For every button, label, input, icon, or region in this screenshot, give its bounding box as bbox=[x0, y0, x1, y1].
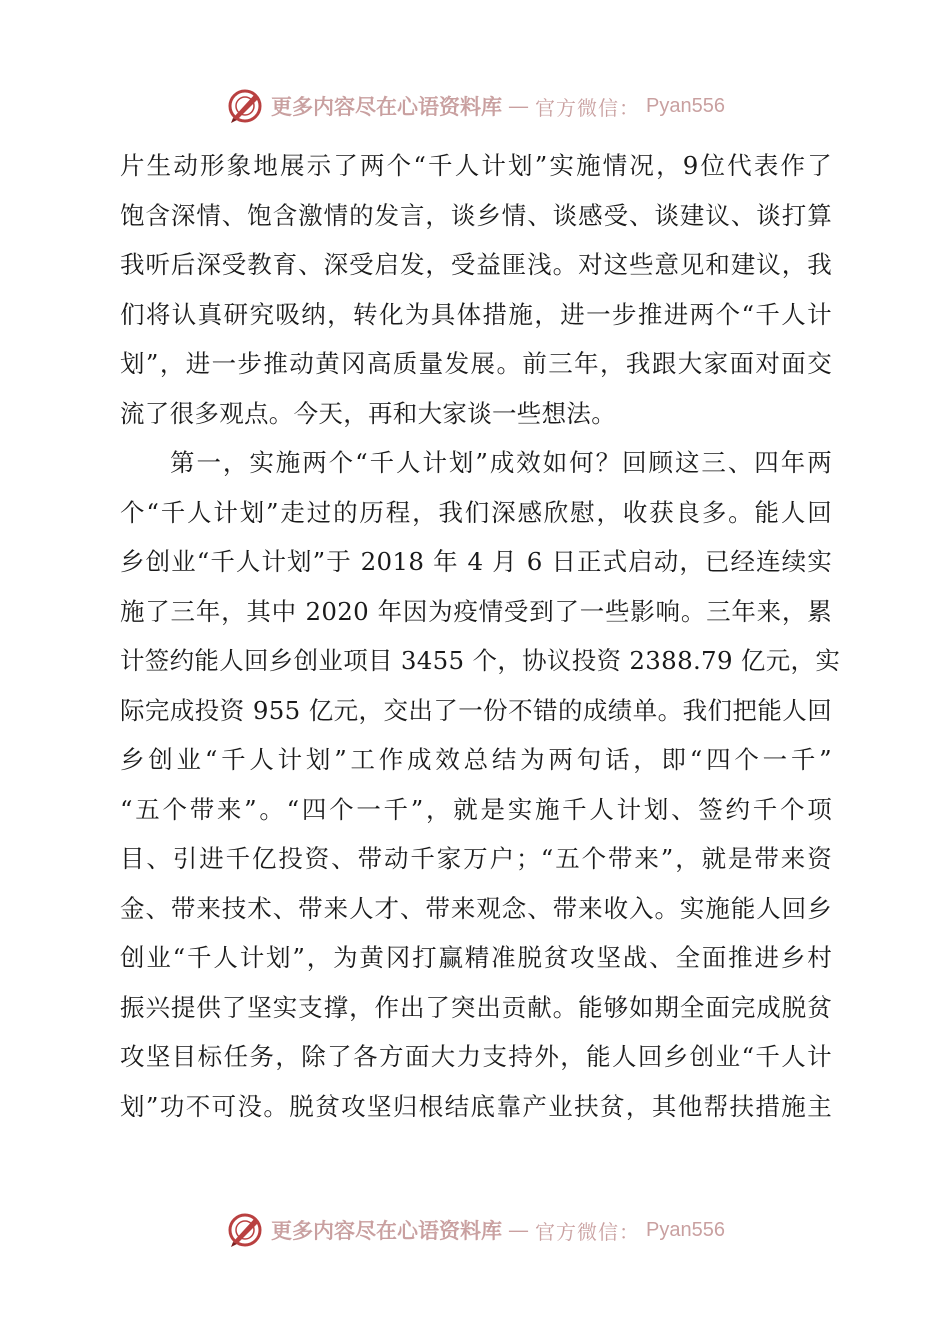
text-line: 目、引进千亿投资、带动千家万户；“五个带来”，就是带来资 bbox=[120, 844, 832, 873]
text-line: 我听后深受教育、深受启发，受益匪浅。对这些意见和建议，我 bbox=[120, 250, 832, 279]
banner-wechat-id: Pyan556 bbox=[646, 94, 725, 117]
text-line: 个“千人计划”走过的历程，我们深感欣慰，收获良多。能人回 bbox=[120, 497, 832, 527]
text-line: 振兴提供了坚实支撑，作出了突出贡献。能够如期全面完成脱贫 bbox=[120, 992, 832, 1022]
banner-wechat-label: 官方微信： bbox=[535, 95, 641, 120]
header-banner bbox=[0, 82, 950, 130]
text-line: 流了很多观点。今天，再和大家谈一些想法。 bbox=[120, 398, 616, 428]
banner-brand-text: 更多内容尽在心语资料库 bbox=[271, 94, 503, 119]
text-line: 施了三年，其中 2020 年因为疫情受到了一些影响。三年来，累 bbox=[120, 596, 832, 626]
pen-logo-icon bbox=[225, 86, 265, 126]
banner-wechat-label: 官方微信： bbox=[535, 1219, 641, 1244]
text-line: 乡创业“千人计划”工作成效总结为两句话，即“四个一千” bbox=[120, 745, 832, 774]
document-body bbox=[120, 141, 841, 1131]
text-line: 划”，进一步推动黄冈高质量发展。前三年，我跟大家面对面交 bbox=[120, 349, 832, 378]
text-line: 攻坚目标任务，除了各方面大力支持外，能人回乡创业“千人计 bbox=[120, 1042, 832, 1071]
banner-dash: — bbox=[508, 94, 530, 118]
text-line: 饱含深情、饱含激情的发言，谈乡情、谈感受、谈建议、谈打算 bbox=[120, 200, 832, 230]
banner-brand-text: 更多内容尽在心语资料库 bbox=[271, 1218, 503, 1243]
text-line: 计签约能人回乡创业项目 3455 个，协议投资 2388.79 亿元，实 bbox=[120, 646, 841, 675]
banner-dash: — bbox=[508, 1218, 530, 1242]
text-line: 们将认真研究吸纳，转化为具体措施，进一步推进两个“千人计 bbox=[120, 299, 832, 329]
text-line: 片生动形象地展示了两个“千人计划”实施情况，9位代表作了 bbox=[120, 151, 832, 180]
pen-logo-icon bbox=[225, 1210, 265, 1250]
text-line: 划”功不可没。脱贫攻坚归根结底靠产业扶贫，其他帮扶措施主 bbox=[120, 1091, 832, 1121]
text-line: 际完成投资 955 亿元，交出了一份不错的成绩单。我们把能人回 bbox=[120, 695, 832, 725]
text-line: “五个带来”。“四个一千”，就是实施千人计划、签约千个项 bbox=[120, 794, 832, 824]
banner-wechat-id: Pyan556 bbox=[646, 1218, 725, 1241]
footer-banner bbox=[0, 1206, 950, 1254]
text-line: 创业“千人计划”，为黄冈打赢精准脱贫攻坚战、全面推进乡村 bbox=[120, 943, 832, 972]
text-line: 金、带来技术、带来人才、带来观念、带来收入。实施能人回乡 bbox=[120, 893, 832, 923]
text-line: 第一，实施两个“千人计划”成效如何？回顾这三、四年两 bbox=[170, 448, 832, 477]
text-line: 乡创业“千人计划”于 2018 年 4 月 6 日正式启动，已经连续实 bbox=[120, 547, 832, 576]
